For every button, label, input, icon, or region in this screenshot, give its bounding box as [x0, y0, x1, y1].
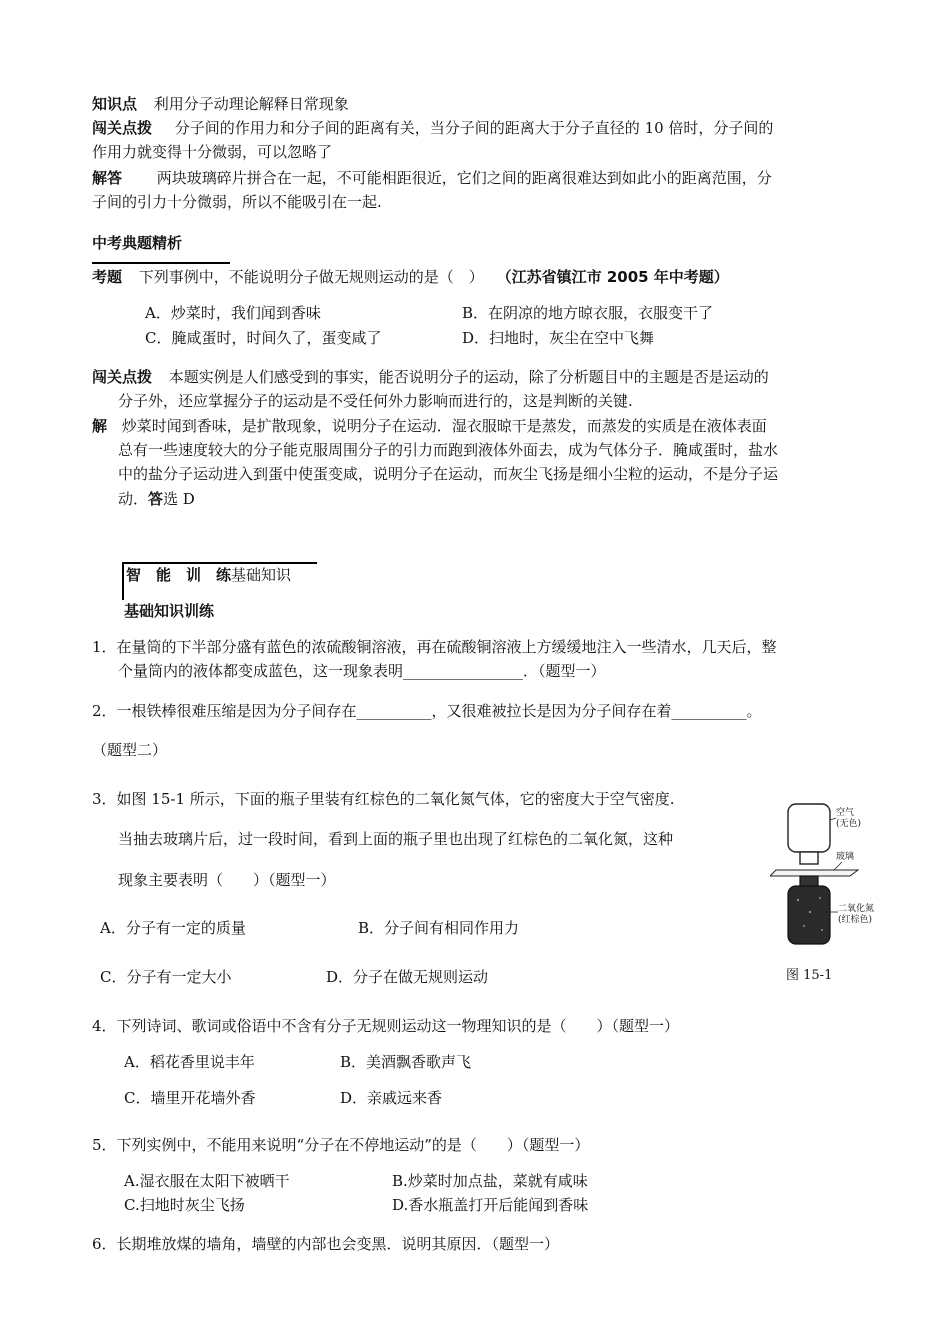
- hint2-text-1: 本题实例是人们感受到的事实，能否说明分子的运动，除了分析题目中的主题是否是运动的: [168, 368, 769, 386]
- hint2-label: 闯关点拨: [92, 368, 153, 386]
- hint1-text-1: 分子间的作用力和分子间的距离有关，当分子间的距离大于分子直径的 10 倍时，分子间的: [174, 119, 774, 137]
- q3-line2: 当抽去玻璃片后，过一段时间，看到上面的瓶子里也出现了红棕色的二氧化氮，这种: [118, 830, 674, 848]
- figure-label-air: [836, 808, 861, 830]
- exam-option-b: B．在阴凉的地方晾衣服，衣服变干了: [462, 304, 714, 322]
- knowledge-line: [92, 94, 349, 115]
- q5-option-c: C.扫地时灰尘飞扬: [124, 1196, 245, 1214]
- training-header: [126, 565, 291, 586]
- solution-line2: 总有一些速度较大的分子能克服周围分子的引力而跑到液体外面去，成为气体分子．腌咸蛋时，盐水: [118, 441, 779, 459]
- solution-answer-label: 答: [148, 490, 164, 508]
- figure-label-no2: [838, 904, 874, 926]
- answer1-line1: [92, 168, 772, 189]
- hint1-line2: 作用力就变得十分微弱，可以忽略了: [92, 143, 333, 161]
- q3-line1: 3．如图 15-1 所示，下面的瓶子里装有红棕色的二氧化氮气体，它的密度大于空气密度.: [92, 790, 675, 808]
- training-top-rule: [122, 562, 317, 564]
- answer1-text-1: 两块玻璃碎片拼合在一起，不可能相距很近，它们之间的距离很难达到如此小的距离范围，分: [156, 169, 772, 187]
- solution-label: 解: [92, 417, 108, 435]
- q4-option-d: D．亲戚远来香: [340, 1089, 443, 1107]
- q4-stem: 4．下列诗词、歌词或俗语中不含有分子无规则运动这一物理知识的是（ ）（题型一）: [92, 1017, 680, 1035]
- exam-option-a: A．炒菜时，我们闻到香味: [145, 304, 321, 322]
- figure-15-1: [770, 800, 875, 950]
- q4-option-b: B．美酒飘香歌声飞: [340, 1053, 472, 1071]
- exam-question: 下列事例中，不能说明分子做无规则运动的是（ ）: [138, 268, 484, 286]
- q1-line2: 个量筒内的液体都变成蓝色，这一现象表明________________．（题型一）: [118, 662, 606, 680]
- solution-text-1: 炒菜时闻到香味，是扩散现象，说明分子在运动．湿衣服晾干是蒸发，而蒸发的实质是在液体表面: [121, 417, 767, 435]
- knowledge-label: 知识点: [92, 95, 138, 113]
- training-header-bold: 智 能 训 练: [126, 566, 232, 584]
- exam-option-c: C．腌咸蛋时，时间久了，蛋变咸了: [145, 329, 382, 347]
- hint1-line1: [92, 118, 773, 139]
- q4-option-a: A．稻花香里说丰年: [124, 1053, 255, 1071]
- solution-text-4a: 动．: [118, 490, 149, 508]
- q2-line1: 2．一根铁棒很难压缩是因为分子间存在__________，又很难被拉长是因为分子间存在着__________。: [92, 702, 762, 720]
- solution-answer: 选 D: [163, 490, 195, 508]
- q6-stem: 6．长期堆放煤的墙角，墙壁的内部也会变黑．说明其原因．（题型一）: [92, 1235, 560, 1253]
- figure-label-no2-1: 二氧化氮: [838, 904, 875, 914]
- exam-line: [92, 267, 729, 288]
- figure-label-no2-2: (红棕色): [838, 915, 873, 925]
- q3-option-c: C．分子有一定大小: [100, 968, 232, 986]
- q1-line1: 1．在量筒的下半部分盛有蓝色的浓硫酸铜溶液，再在硫酸铜溶液上方缓缓地注入一些清水，几天后，整: [92, 638, 777, 656]
- answer1-label: 解答: [92, 169, 123, 187]
- figure-label-air-2: (无色): [836, 819, 862, 829]
- exam-option-d: D．扫地时，灰尘在空中飞舞: [462, 329, 655, 347]
- exam-label: 考题: [92, 268, 123, 286]
- hint2-line2: 分子外，还应掌握分子的运动是不受任何外力影响而进行的，这是判断的关键.: [118, 392, 633, 410]
- q5-option-a: A.湿衣服在太阳下被晒干: [124, 1172, 290, 1190]
- q3-line3: 现象主要表明（ ）（题型一）: [118, 871, 336, 889]
- q4-option-c: C．墙里开花墙外香: [124, 1089, 256, 1107]
- solution-line1: [92, 416, 767, 437]
- training-subtitle: 基础知识训练: [124, 602, 215, 620]
- training-header-rest: 基础知识: [231, 566, 292, 584]
- section-underline: [92, 262, 230, 264]
- section-title: 中考典题精析: [92, 234, 183, 252]
- answer1-line2: 子间的引力十分微弱，所以不能吸引在一起.: [92, 193, 382, 211]
- solution-line4: [118, 489, 195, 510]
- q5-option-d: D.香水瓶盖打开后能闻到香味: [392, 1196, 589, 1214]
- hint1-label: 闯关点拨: [92, 119, 153, 137]
- solution-line3: 中的盐分子运动进入到蛋中使蛋变咸，说明分子在运动，而灰尘飞扬是细小尘粒的运动，不是分子运: [118, 465, 779, 483]
- figure-caption: 图 15-1: [786, 968, 833, 983]
- q3-option-a: A．分子有一定的质量: [100, 919, 246, 937]
- training-left-rule: [122, 562, 124, 600]
- figure-label-glass: 玻璃: [836, 852, 855, 862]
- knowledge-text: 利用分子动理论解释日常现象: [153, 95, 349, 113]
- figure-label-air-1: 空气: [836, 808, 855, 818]
- exam-source: （江苏省镇江市 2005 年中考题）: [496, 268, 729, 286]
- q5-option-b: B.炒菜时加点盐，菜就有咸味: [392, 1172, 588, 1190]
- q3-option-d: D．分子在做无规则运动: [326, 968, 489, 986]
- q5-stem: 5．下列实例中，不能用来说明“分子在不停地运动”的是（ ）（题型一）: [92, 1136, 590, 1154]
- q3-option-b: B．分子间有相同作用力: [358, 919, 520, 937]
- q2-line2: （题型二）: [92, 741, 168, 759]
- hint2-line1: [92, 367, 769, 388]
